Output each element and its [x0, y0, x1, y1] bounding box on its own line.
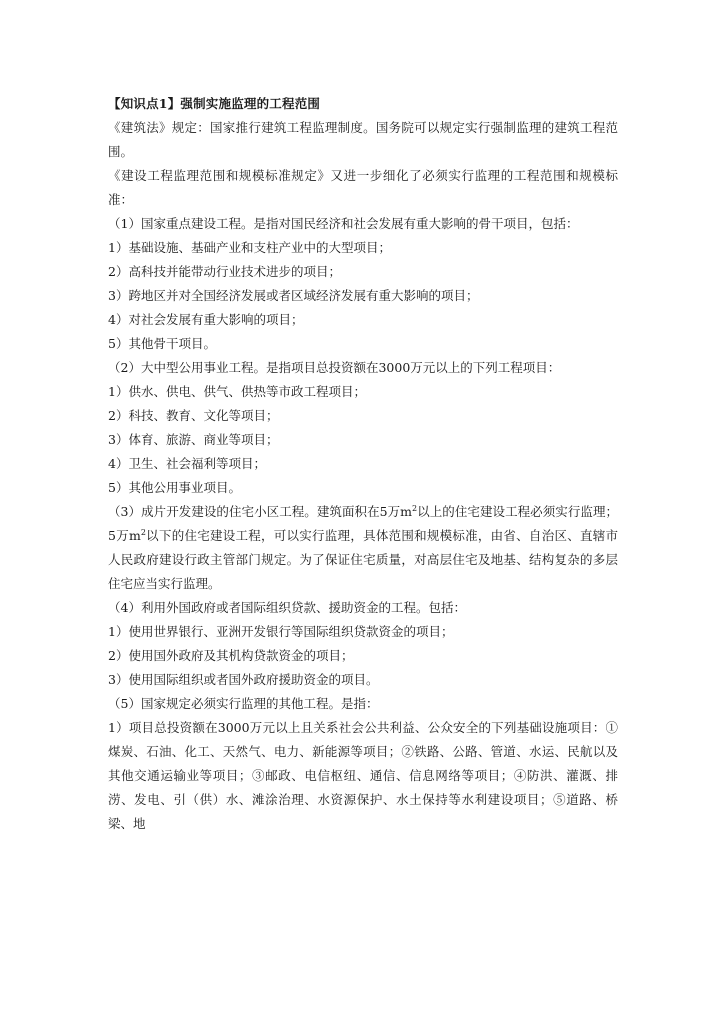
superscript: 2: [140, 527, 146, 537]
item-national-key-projects: （1）国家重点建设工程。是指对国民经济和社会发展有重大影响的骨干项目，包括：: [108, 216, 579, 231]
paragraph-construction-law: 《建筑法》规定：国家推行建筑工程监理制度。国务院可以规定实行强制监理的建筑工程范围。: [108, 120, 618, 159]
list-item: 5）其他骨干项目。: [108, 336, 216, 351]
paragraph-scope-regulation: 《建设工程监理范围和规模标准规定》又进一步细化了必须实行监理的工程范围和规模标准：: [108, 168, 618, 207]
item-other-projects: （5）国家规定必须实行监理的其他工程。是指：: [108, 696, 379, 711]
list-item: 3）体育、旅游、商业等项目；: [108, 432, 279, 447]
list-item: 1）项目总投资额在3000万元以上且关系社会公共利益、公众安全的下列基础设施项目：①煤炭、石油、化工、天然气、电力、新能源等项目；②铁路、公路、管道、水运、民航以及其他交通运输业等项目；③邮政、电信枢纽、通信、信息网络等项目；④防洪、灌溉、排涝、发电、引（供）水、滩涂治理、水资源保护、水土保持等水利建设项目；⑤道路、桥梁、地: [108, 720, 618, 831]
housing-text-3: 以下的住宅建设工程，可以实行监理，具体范围和规模标准，由省、自治区、直辖市人民政府建设行政主管部门规定。为了保证住宅质量，对高层住宅及地基、结构复杂的多层住宅应当实行监理。: [108, 528, 618, 591]
list-item: 4）对社会发展有重大影响的项目；: [108, 312, 304, 327]
list-item: 1）基础设施、基础产业和支柱产业中的大型项目；: [108, 240, 391, 255]
list-item: 3）跨地区并对全国经济发展或者区域经济发展有重大影响的项目；: [108, 288, 479, 303]
list-item: 5）其他公用事业项目。: [108, 480, 241, 495]
list-item: 2）高科技并能带动行业技术进步的项目；: [108, 264, 341, 279]
item-foreign-loan-projects: （4）利用外国政府或者国际组织贷款、援助资金的工程。包括：: [108, 600, 466, 615]
item-residential-projects: [108, 500, 618, 596]
list-item: 4）卫生、社会福利等项目；: [108, 456, 266, 471]
document-page: [108, 92, 618, 836]
list-item: 2）使用国外政府及其机构贷款资金的项目；: [108, 648, 354, 663]
housing-text-1: （3）成片开发建设的住宅小区工程。建筑面积在5万m: [108, 504, 413, 519]
item-public-utility-projects: （2）大中型公用事业工程。是指项目总投资额在3000万元以上的下列工程项目：: [108, 360, 561, 375]
list-item: 2）科技、教育、文化等项目；: [108, 408, 279, 423]
superscript: 2: [412, 503, 418, 513]
list-item: 3）使用国际组织或者国外政府援助资金的项目。: [108, 672, 379, 687]
housing-text-2: 以上的住宅建设工程必须实行监理；5万m: [108, 504, 618, 543]
list-item: 1）供水、供电、供气、供热等市政工程项目；: [108, 384, 366, 399]
section-heading: 【知识点1】强制实施监理的工程范围: [108, 96, 321, 111]
list-item: 1）使用世界银行、亚洲开发银行等国际组织贷款资金的项目；: [108, 624, 454, 639]
